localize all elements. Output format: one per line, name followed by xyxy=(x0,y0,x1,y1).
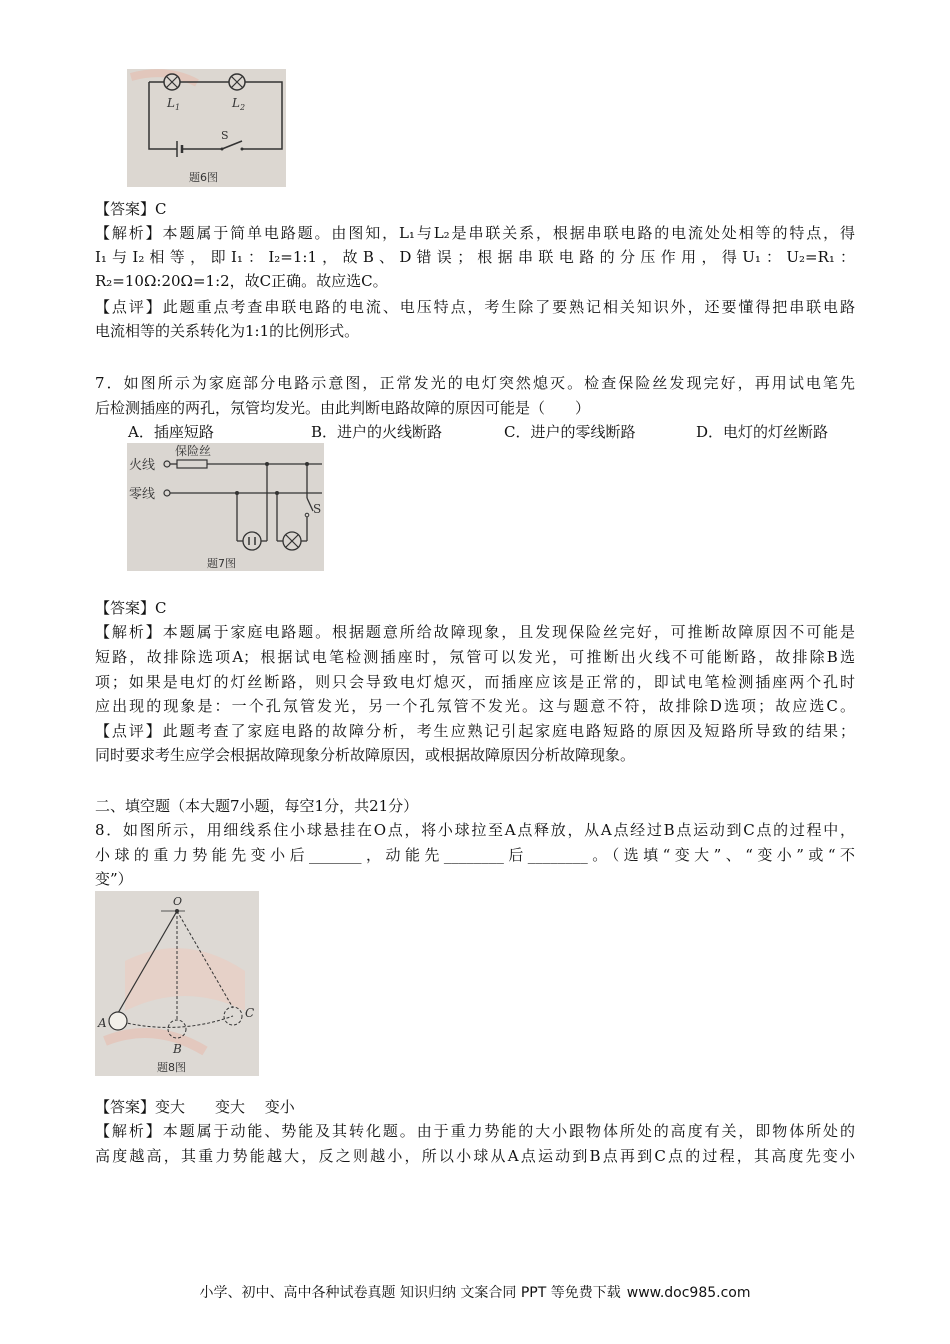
q7-analysis-line1: 【解析】本题属于家庭电路题。根据题意所给故障现象，且发现保险丝完好，可推断故障原因不可能是 xyxy=(95,623,855,641)
figure-q6-circuit xyxy=(127,69,286,187)
figure-q7-circuit xyxy=(127,443,324,571)
q7-stem-line2: 后检测插座的两孔，氖管均发光。由此判断电路故障的原因可能是（ ） xyxy=(95,399,591,417)
q7-options xyxy=(128,421,828,443)
footer-text: 小学、初中、高中各种试卷真题 知识归纳 文案合同 PPT 等免费下载 xyxy=(199,1285,621,1301)
household-circuit-diagram xyxy=(127,443,324,571)
q6-comment-line2: 电流相等的关系转化为1:1的比例形式。 xyxy=(95,322,360,340)
page-footer xyxy=(0,1282,950,1302)
q7-answer: 【答案】C xyxy=(95,599,167,617)
figure-q8-pendulum xyxy=(95,891,259,1076)
q7-analysis-line4: 应出现的现象是：一个孔氖管发光，另一个孔氖管不发光。这与题意不符，故排除D选项；故应选C。 xyxy=(95,697,855,715)
q7-option-c: C．进户的零线断路 xyxy=(504,423,636,441)
q7-analysis-line2: 短路，故排除选项A；根据试电笔检测插座时，氖管可以发光，可推断出火线不可能断路，故排除B选 xyxy=(95,648,855,666)
q6-comment-line1: 【点评】此题重点考查串联电路的电流、电压特点，考生除了要熟记相关知识外，还要懂得把串联电路 xyxy=(95,298,855,316)
q7-comment-line2: 同时要求考生应学会根据故障现象分析故障原因，或根据故障原因分析故障现象。 xyxy=(95,746,636,764)
q7-analysis-line3: 项；如果是电灯的灯丝断路，则只会导致电灯熄灭，而插座应该是正常的，即试电笔检测插座两个孔时 xyxy=(95,673,855,691)
q7-option-b: B．进户的火线断路 xyxy=(311,423,443,441)
series-circuit-diagram xyxy=(127,69,286,187)
q8-analysis-line1: 【解析】本题属于动能、势能及其转化题。由于重力势能的大小跟物体所处的高度有关，即物体所处的 xyxy=(95,1122,855,1140)
label-L1-sub: 1 xyxy=(174,103,181,112)
footer-url[interactable]: www.doc985.com xyxy=(626,1285,751,1301)
figure-caption-q7: 题7图 xyxy=(207,557,236,570)
label-L2-sub: 2 xyxy=(239,103,246,112)
q7-stem-line1: 7．如图所示为家庭部分电路示意图，正常发光的电灯突然熄灭。检查保险丝发现完好，再用试电笔先 xyxy=(95,374,855,392)
q7-option-a: A．插座短路 xyxy=(128,423,214,441)
label-point-B: B xyxy=(173,1042,182,1056)
label-switch-S: S xyxy=(221,129,229,142)
q7-option-d: D．电灯的灯丝断路 xyxy=(696,423,829,441)
q6-analysis-line1: 【解析】本题属于简单电路题。由图知，L₁与L₂是串联关系，根据串联电路的电流处处相等的特点，得 xyxy=(95,224,855,242)
pendulum-diagram xyxy=(95,891,259,1076)
q8-stem-line1: 8．如图所示，用细线系住小球悬挂在O点，将小球拉至A点释放，从A点经过B点运动到C点的过程中， xyxy=(95,821,855,839)
q6-analysis-line2: I₁ 与 I₂ 相 等 ， 即 I₁ ： I₂=1:1 ， 故 B 、 D 错 误 ； 根 据 串 联 电 路 的 分 压 作 用 ， 得 U₁ ： U₂=R₁ ： xyxy=(95,248,855,266)
q6-analysis-line3: R₂=10Ω:20Ω=1:2，故C正确。故应选C。 xyxy=(95,272,388,290)
label-point-C: C xyxy=(245,1006,255,1020)
q8-stem-line3: 变”） xyxy=(95,870,133,888)
label-L2: L xyxy=(232,96,240,110)
label-L1: L xyxy=(167,96,175,110)
q6-answer: 【答案】C xyxy=(95,200,167,218)
section-2-heading: 二、填空题（本大题7小题，每空1分，共21分） xyxy=(95,797,419,815)
label-fuse: 保险丝 xyxy=(175,444,212,458)
label-live-wire: 火线 xyxy=(129,458,156,473)
label-point-O: O xyxy=(173,895,183,908)
label-point-A: A xyxy=(98,1016,107,1030)
figure-caption-q8: 题8图 xyxy=(157,1061,186,1074)
label-neutral-wire: 零线 xyxy=(129,487,156,502)
figure-caption-q6: 题6图 xyxy=(189,171,218,184)
label-switch-S: S xyxy=(313,502,322,516)
q7-comment-line1: 【点评】此题考查了家庭电路的故障分析，考生应熟记引起家庭电路短路的原因及短路所导致的结果； xyxy=(95,722,855,740)
q8-analysis-line2: 高度越高，其重力势能越大，反之则越小，所以小球从A点运动到B点再到C点的过程，其高度先变小 xyxy=(95,1147,855,1165)
q8-stem-line2: 小球的重力势能先变小后_______，动能先________后________。（选填“变大”、“变小”或“不 xyxy=(95,846,855,864)
q8-answer: 【答案】变大 变大 变小 xyxy=(95,1098,295,1116)
